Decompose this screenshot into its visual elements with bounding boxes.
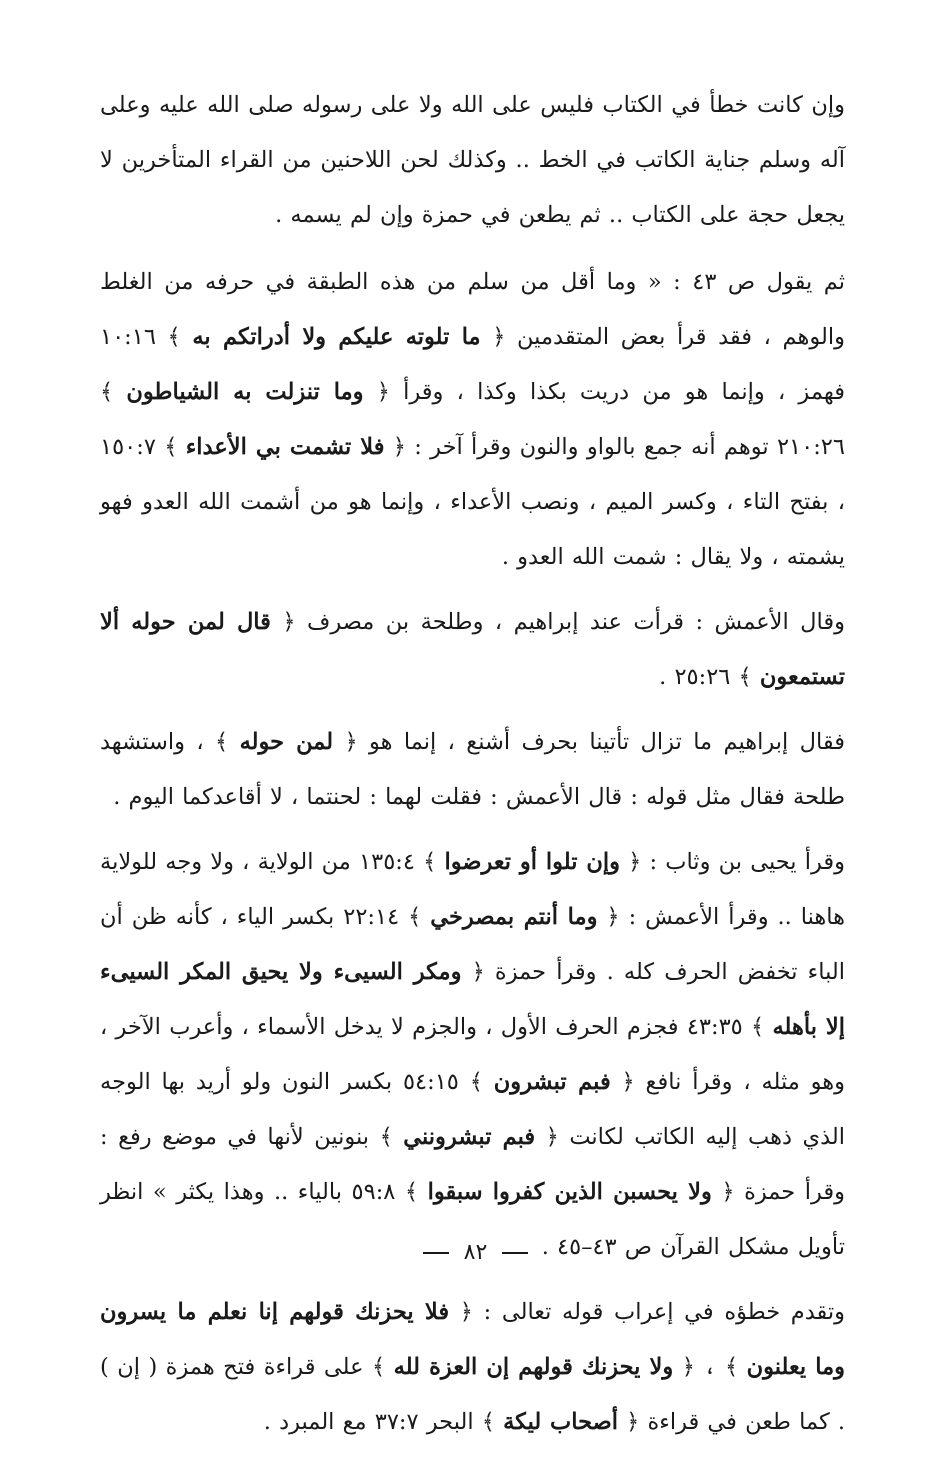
text-run: ﴾ ٤٣:٣٥ فجزم الحرف الأول ، والجزم لا يدخل الأسماء ، وأعرب الآخر ، وهو مثله ، وقرأ نافع ﴿: [100, 1014, 845, 1095]
text-run: وتقدم خطؤه في إعراب قوله تعالى : ﴿: [449, 1299, 846, 1325]
paragraph-1: [100, 78, 845, 243]
paragraph-4: [100, 715, 845, 825]
text-run: ﴾ ١٣٥:٤ من الولاية ، ولا وجه للولاية هاهنا .. وقرأ الأعمش : ﴿: [100, 849, 846, 930]
folio-dash-left: [423, 1252, 449, 1254]
text-run: ﴾ البحر ٣٧:٧ مع المبرد .: [263, 1409, 504, 1435]
paragraph-3: [100, 595, 845, 705]
quran-quote: لمن حوله: [239, 729, 334, 755]
quran-quote: فبم تبشرونني: [403, 1124, 536, 1150]
quran-quote: وما تنزلت به الشياطون: [126, 379, 364, 405]
text-run: فقال إبراهيم ما تزال تأتينا بحرف أشنع ، إنما هو ﴿: [333, 729, 845, 755]
text-run: ﴾ على قراءة فتح همزة ( إن ) . كما طعن في قراءة ﴿: [100, 1354, 845, 1435]
quran-quote: وإن تلوا أو تعرضوا: [444, 849, 620, 875]
text-run: وإن كانت خطأ في الكتاب فليس على الله ولا على رسوله صلى الله عليه وعلى آله وسلم جناية الكاتب في الخط .. وكذلك لحن اللاحنين من القراء المتأخرين لا يجعل حجة على الكتاب .. ثم يطعن في حمزة وإن لم يسمه .: [100, 92, 845, 228]
quran-quote: ومكر السيىء ولا يحيق المكر السيىء إلا بأهله: [100, 959, 845, 1040]
quran-quote: أصحاب ليكة: [503, 1409, 618, 1435]
page-number: ٨٢: [463, 1240, 488, 1265]
quran-quote: فلا تشمت بي الأعداء: [185, 434, 385, 460]
text-run: ﴾ بنونين لأنها في موضع رفع : وقرأ حمزة ﴿: [100, 1124, 846, 1205]
text-run: ﴾ ١٠:١٦ فهمز ، وإنما هو من دريت بكذا وكذا ، وقرأ ﴿: [100, 324, 845, 405]
quran-quote: وما أنتم بمصرخي: [430, 904, 598, 930]
text-run: ﴾ ٢٢:١٤ بكسر الياء ، كأنه ظن أن الباء تخفض الحرف كله . وقرأ حمزة ﴿: [100, 904, 845, 985]
folio-dash-right: [502, 1252, 528, 1254]
text-run: ﴾ ٥٩:٨ بالياء .. وهذا يكثر » انظر تأويل مشكل القرآن ص ٤٣–٤٥ .: [100, 1179, 845, 1260]
paragraph-5: [100, 835, 845, 1275]
quran-quote: فبم تبشرون: [493, 1069, 611, 1095]
quran-quote: ولا يحسبن الذين كفروا سبقوا: [427, 1179, 712, 1205]
text-run: ﴾ ١٥٠:٧ ، بفتح التاء ، وكسر الميم ، ونصب الأعداء ، وإنما هو من أشمت الله العدو فهو يشمته ، ولا يقال : شمت الله العدو .: [100, 434, 845, 570]
text-run: ﴾ ٢٥:٢٦ .: [659, 664, 760, 690]
text-run: وقرأ يحيى بن وثاب : ﴿: [619, 849, 845, 875]
text-run: ﴾ ، ﴿: [673, 1354, 747, 1380]
quran-quote: فلا يحزنك قولهم إنا نعلم ما يسرون وما يعلنون: [100, 1299, 845, 1380]
paragraph-6: [100, 1285, 845, 1450]
quran-quote: ما تلوته عليكم ولا أدراتكم به: [192, 324, 481, 350]
text-run: ﴾ ، واستشهد طلحة فقال مثل قوله : قال الأعمش : فقلت لهما : لحنتما ، لا أقاعدكما اليوم .: [100, 729, 845, 810]
text-run: ﴾ ٢١٠:٢٦ توهم أنه جمع بالواو والنون وقرأ آخر : ﴿: [100, 379, 845, 460]
text-run: ثم يقول ص ٤٣ : « وما أقل من سلم من هذه الطبقة في حرفه من الغلط والوهم ، فقد قرأ بعض المتقدمين ﴿: [100, 269, 845, 350]
text-run: وقال الأعمش : قرأت عند إبراهيم ، وطلحة بن مصرف ﴿: [270, 609, 845, 635]
quran-quote: قال لمن حوله ألا تستمعون: [100, 609, 845, 690]
paragraph-2: [100, 255, 845, 585]
text-run: ﴾ ٥٤:١٥ بكسر النون ولو أريد بها الوجه الذي ذهب إليه الكاتب لكانت ﴿: [100, 1069, 845, 1150]
quran-quote: ولا يحزنك قولهم إن العزة لله: [393, 1354, 674, 1380]
page-number-footer: [0, 1238, 951, 1268]
